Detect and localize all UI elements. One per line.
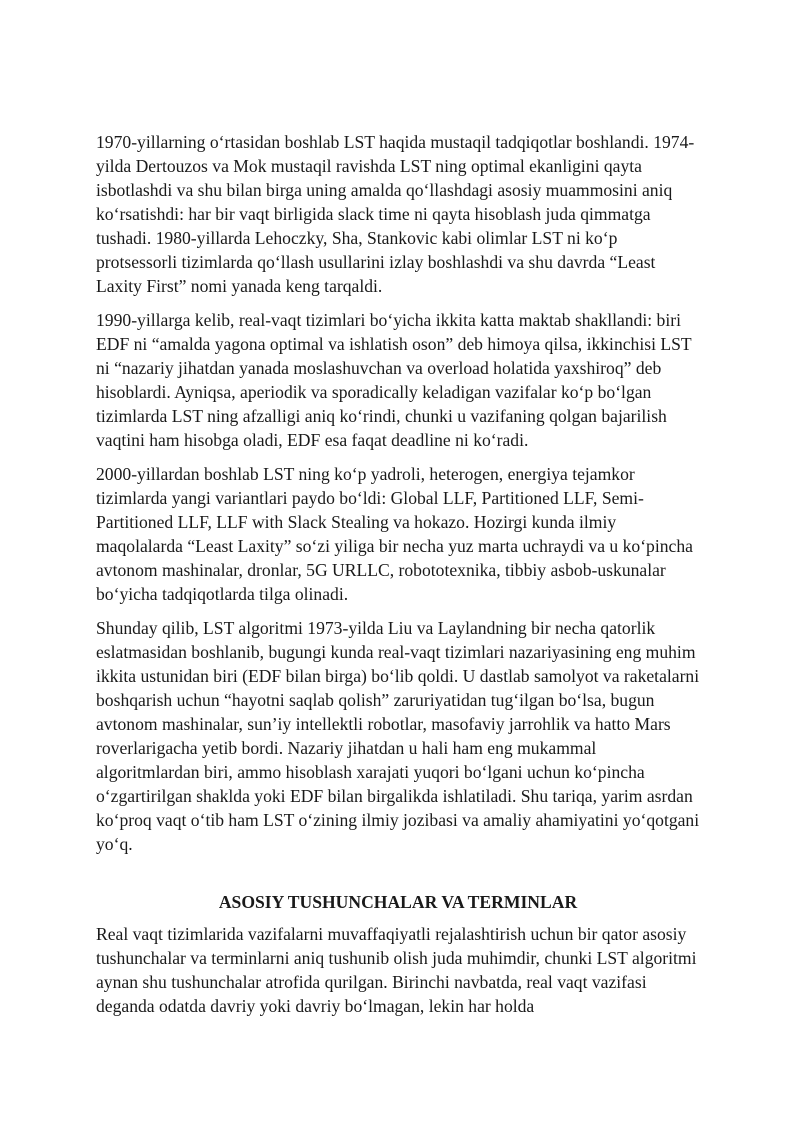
paragraph-history-1970s: 1970-yillarning o‘rtasidan boshlab LST haqida mustaqil tadqiqotlar boshlandi. 1974-yilda Dertouzos va Mok mustaqil ravishda LST ning optimal ekanligini qayta isbotlashdi va shu bilan birga uning amalda qo‘llashdagi asosiy muammosini aniq ko‘rsatishdi: har bir vaqt birligida slack time ni qayta hisoblash juda qimmatga tushadi. 1980-yillarda Lehoczky, Sha, Stankovic kabi olimlar LST ni ko‘p protsessorli tizimlarda qo‘llash usullarini izlay boshlashdi va shu davrda “Least Laxity First” nomi yanada keng tarqaldi. [96,132,695,296]
paragraph-history-2000s: 2000-yillardan boshlab LST ning ko‘p yadroli, heterogen, energiya tejamkor tizimlarda yangi variantlari paydo bo‘ldi: Global LLF, Partitioned LLF, Semi-Partitioned LLF, LLF with Slack Stealing va hokazo. Hozirgi kunda ilmiy maqolalarda “Least Laxity” so‘zi yiliga bir necha yuz marta uchraydi va u ko‘pincha avtonom mashinalar, dronlar, 5G URLLC, robototexnika, tibbiy asbob-uskunalar bo‘yicha tadqiqotlarda tilga olinadi. [96,464,693,604]
paragraph-concepts-intro: Real vaqt tizimlarida vazifalarni muvaffaqiyatli rejalashtirish uchun bir qator asosiy tushunchalar va terminlarni aniq tushunib olish juda muhimdir, chunki LST algoritmi aynan shu tushunchalar atrofida qurilgan. Birinchi navbatda, real vaqt vazifasi deganda odatda davriy yoki davriy bo‘lmagan, lekin har holda [96,924,697,1016]
paragraph-conclusion: Shunday qilib, LST algoritmi 1973-yilda Liu va Laylandning bir necha qatorlik eslatmasidan boshlanib, bugungi kunda real-vaqt tizimlari nazariyasining eng muhim ikkita ustunidan biri (EDF bilan birga) bo‘lib qoldi. U dastlab samolyot va raketalarni boshqarish uchun “hayotni saqlab qolish” zaruriyatidan tug‘ilgan bo‘lsa, bugun avtonom mashinalar, sun’iy intellektli robotlar, masofaviy jarrohlik va hatto Mars roverlarigacha yetib bordi. Nazariy jihatdan u hali ham eng mukammal algoritmlardan biri, ammo hisoblash xarajati yuqori bo‘lgani uchun ko‘pincha o‘zgartirilgan shaklda yoki EDF bilan birgalikda ishlatiladi. Shu tariqa, yarim asrdan ko‘proq vaqt o‘tib ham LST o‘zining ilmiy jozibasi va amaliy ahamiyatini yo‘qotgani yo‘q. [96,618,700,854]
paragraph-history-1990s: 1990-yillarga kelib, real-vaqt tizimlari bo‘yicha ikkita katta maktab shakllandi: biri EDF ni “amalda yagona optimal va ishlatish oson” deb himoya qilsa, ikkinchisi LST ni “nazariy jihatdan yanada moslashuvchan va overload holatida yaxshiroq” deb hisoblardi. Ayniqsa, aperiodik va sporadically keladigan vazifalar ko‘p bo‘lgan tizimlarda LST ning afzalligi aniq ko‘rindi, chunki u vazifaning qolgan bajarilish vaqtini ham hisobga oladi, EDF esa faqat deadline ni ko‘radi. [96,310,692,450]
document-page [96,130,700,1028]
section-heading: ASOSIY TUSHUNCHALAR VA TERMINLAR [218,892,578,912]
